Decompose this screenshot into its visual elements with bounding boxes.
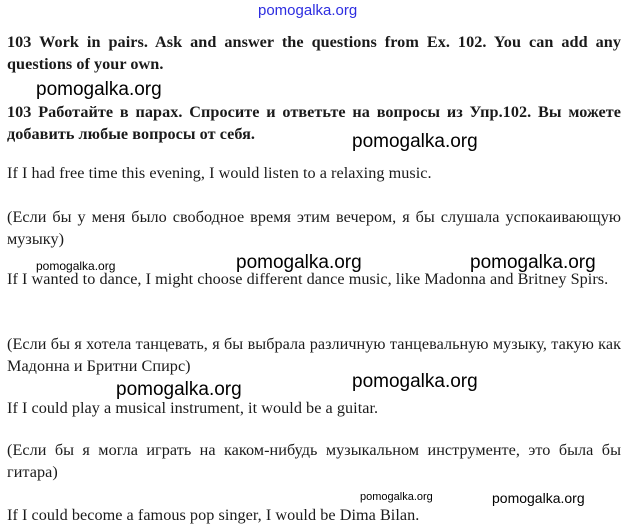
exercise-heading-russian: 103 Работайте в парах. Спросите и ответьте на вопросы из Упр.102. Вы можете добавить любые вопросы от себя. — [7, 103, 621, 143]
answer-russian-3: (Если бы я могла играть на каком-нибудь музыкальном инструменте, это была бы гитара) — [7, 441, 621, 481]
answer-russian-2: (Если бы я хотела танцевать, я бы выбрала различную танцевальную музыку, такую как Мадонна и Бритни Спирс) — [7, 335, 621, 375]
answer-russian-1: (Если бы у меня было свободное время этим вечером, я бы слушала успокаивающую музыку) — [7, 208, 621, 248]
answer-english-1: If I had free time this evening, I would listen to a relaxing music. — [7, 164, 432, 182]
exercise-heading-english: 103 Work in pairs. Ask and answer the questions from Ex. 102. You can add any questions of your own. — [7, 33, 621, 73]
watermark: pomogalka.org — [36, 79, 162, 100]
watermark: pomogalka.org — [352, 371, 478, 392]
watermark-top: pomogalka.org — [258, 2, 358, 19]
watermark: pomogalka.org — [352, 131, 478, 152]
watermark: pomogalka.org — [360, 491, 433, 503]
answer-english-4: If I could become a famous pop singer, I would be Dima Bilan. — [7, 506, 420, 524]
answer-english-3: If I could play a musical instrument, it would be a guitar. — [7, 399, 379, 417]
watermark: pomogalka.org — [470, 252, 596, 273]
watermark: pomogalka.org — [36, 259, 116, 273]
watermark: pomogalka.org — [236, 252, 362, 273]
watermark: pomogalka.org — [116, 379, 242, 400]
answer-english-2: If I wanted to dance, I might choose different dance music, like Madonna and Britney Spirs. — [7, 270, 609, 288]
watermark: pomogalka.org — [492, 490, 585, 506]
